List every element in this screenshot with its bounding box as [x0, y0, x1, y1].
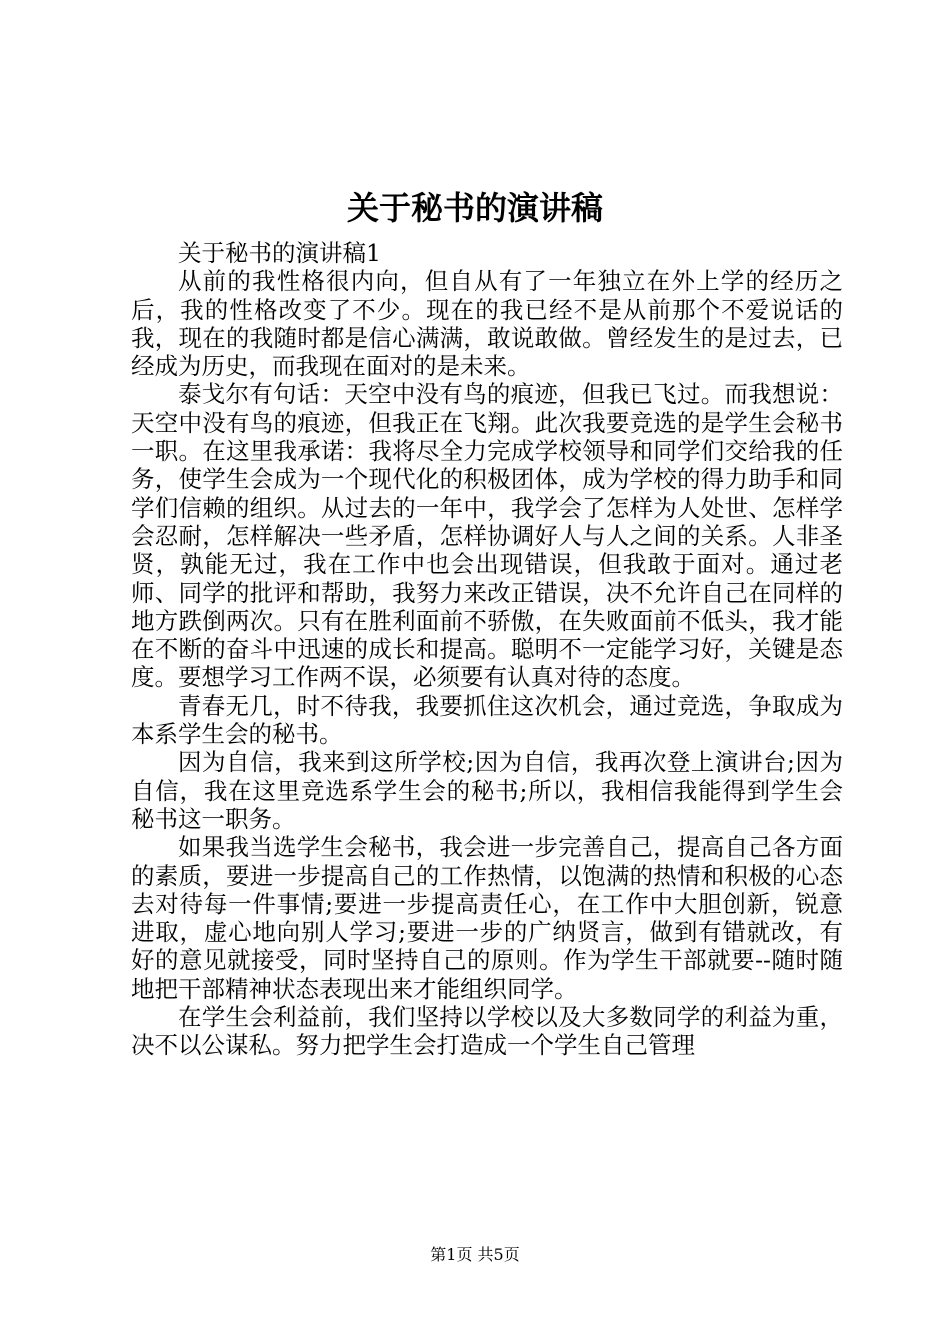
- page-title: 关于秘书的演讲稿: [346, 189, 603, 227]
- paragraph: 泰戈尔有句话：天空中没有鸟的痕迹，但我已飞过。而我想说：天空中没有鸟的痕迹，但我正在飞翔。此次我要竞选的是学生会秘书一职。在这里我承诺：我将尽全力完成学校领导和同学们交给我的任务，使学生会成为一个现代化的积极团体，成为学校的得力助手和同学们信赖的组织。从过去的一年中，我学会了怎样为人处世、怎样学会忍耐，怎样解决一些矛盾，怎样协调好人与人之间的关系。人非圣贤，孰能无过，我在工作中也会出现错误，但我敢于面对。通过老师、同学的批评和帮助，我努力来改正错误，决不允许自己在同样的地方跌倒两次。只有在胜利面前不骄傲，在失败面前不低头，我才能在不断的奋斗中迅速的成长和提高。聪明不一定能学习好，关键是态度。要想学习工作两不误，必须要有认真对待的态度。: [131, 380, 843, 692]
- paragraph: 如果我当选学生会秘书，我会进一步完善自己，提高自己各方面的素质，要进一步提高自己的工作热情，以饱满的热情和积极的心态去对待每一件事情;要进一步提高责任心，在工作中大胆创新，锐意进取，虚心地向别人学习;要进一步的广纳贤言，做到有错就改，有好的意见就接受，同时坚持自己的原则。作为学生干部就要--随时随地把干部精神状态表现出来才能组织同学。: [131, 833, 843, 1003]
- paragraph: 青春无几，时不待我，我要抓住这次机会，通过竞选，争取成为本系学生会的秘书。: [131, 691, 843, 749]
- paragraph: 从前的我性格很内向，但自从有了一年独立在外上学的经历之后，我的性格改变了不少。现在的我已经不是从前那个不爱说话的我，现在的我随时都是信心满满，敢说敢做。曾经发生的是过去，已经成为历史，而我现在面对的是未来。: [131, 267, 843, 381]
- document-body: [131, 239, 843, 1060]
- page-footer: 第1页 共5页: [430, 1245, 520, 1264]
- paragraph-subtitle: 关于秘书的演讲稿1: [178, 239, 381, 267]
- paragraph: 因为自信，我来到这所学校;因为自信，我再次登上演讲台;因为自信，我在这里竞选系学生会的秘书;所以，我相信我能得到学生会秘书这一职务。: [131, 748, 843, 833]
- paragraph: 在学生会利益前，我们坚持以学校以及大多数同学的利益为重，决不以公谋私。努力把学生会打造成一个学生自己管理: [131, 1003, 843, 1060]
